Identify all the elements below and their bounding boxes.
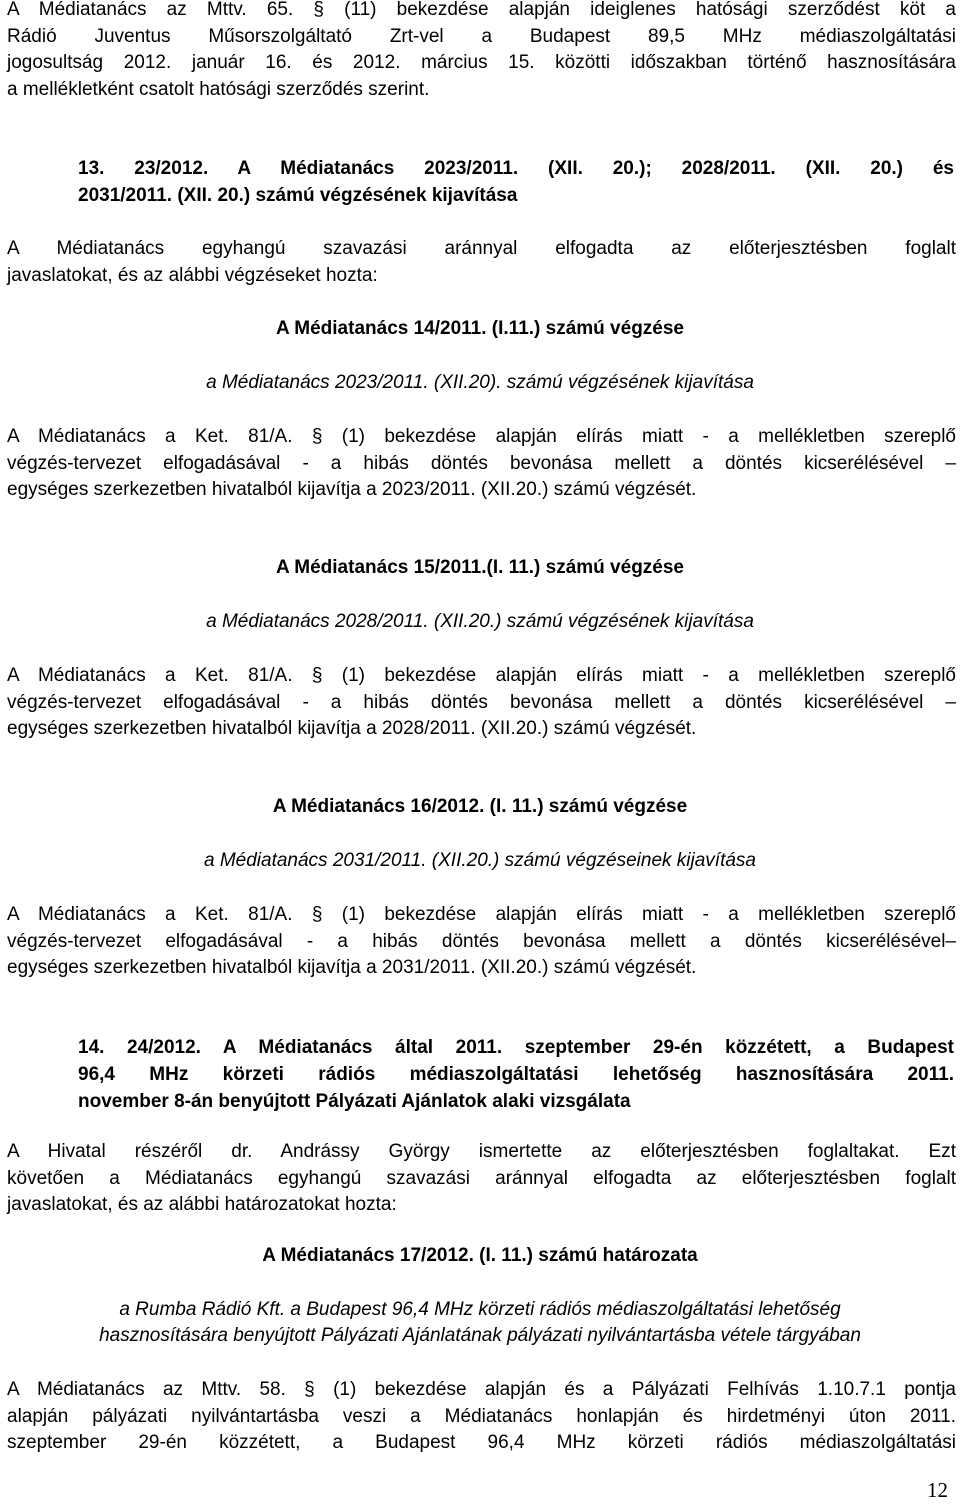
text-line: javaslatokat, és az alábbi végzéseket hozta: [7,264,378,286]
text-line: a mellékletként csatolt hatósági szerződés szerint. [7,78,430,100]
text-line: A Hivatal részéről dr. Andrássy György ismertette az előterjesztésben foglaltakat. Ezt [7,1141,956,1162]
subtitle-line: hasznosítására benyújtott Pályázati Ajánlatának pályázati nyilvántartásba vétele tárgyában [99,1325,861,1346]
decision-title: A Médiatanács 16/2012. (I. 11.) számú végzése [272,796,688,817]
resolution-body [7,1377,956,1457]
text-line: végzés-tervezet elfogadásával - a hibás döntés bevonása mellett a döntés kicserélésével – [7,691,956,713]
text-line: A Médiatanács egyhangú szavazási aránnyal elfogadta az előterjesztésben foglalt [7,238,956,259]
decision-subtitle: a Médiatanács 2023/2011. (XII.20). számú végzésének kijavítása [206,372,754,393]
resolution-title: A Médiatanács 17/2012. (I. 11.) számú határozata [262,1245,698,1266]
text-line: egységes szerkezetben hivatalból kijavítja a 2028/2011. (XII.20.) számú végzését. [7,718,697,739]
text-line: végzés-tervezet elfogadásával - a hibás döntés bevonása mellett a döntés kicserélésével – [7,452,956,474]
decision-subtitle: a Médiatanács 2028/2011. (XII.20.) számú végzésének kijavítása [206,611,754,632]
section-14-heading [78,1034,954,1115]
section-13-heading [78,155,954,209]
text-line: A Médiatanács a Ket. 81/A. § (1) bekezdése alapján elírás miatt - a mellékletben szereplő [7,426,956,447]
text-line: követően a Médiatanács egyhangú szavazási aránnyal elfogadta az előterjesztésben foglalt [7,1167,956,1189]
subtitle-line: a Rumba Rádió Kft. a Budapest 96,4 MHz körzeti rádiós médiaszolgáltatási lehetőség [119,1299,841,1320]
heading-line: 13. 23/2012. A Médiatanács 2023/2011. (XII. 20.); 2028/2011. (XII. 20.) és [78,158,954,179]
text-line: egységes szerkezetben hivatalból kijavítja a 2023/2011. (XII.20.) számú végzését. [7,479,697,500]
text-line: A Médiatanács a Ket. 81/A. § (1) bekezdése alapján elírás miatt - a mellékletben szereplő [7,904,956,925]
intro-paragraph [7,0,956,103]
decision-subtitle: a Médiatanács 2031/2011. (XII.20.) számú végzéseinek kijavítása [203,850,756,871]
heading-line: 2031/2011. (XII. 20.) számú végzésének kijavítása [78,185,518,206]
text-line: javaslatokat, és az alábbi határozatokat hozta: [7,1194,397,1215]
resolution-subtitle [0,1297,960,1349]
text-line: szeptember 29-én közzétett, a Budapest 96,4 MHz körzeti rádiós médiaszolgáltatási [7,1432,956,1453]
text-line: végzés-tervezet elfogadásával - a hibás döntés bevonása mellett a döntés kicserélésével– [7,930,956,952]
text-line: egységes szerkezetben hivatalból kijavítja a 2031/2011. (XII.20.) számú végzését. [7,957,697,978]
decision-body [7,663,956,743]
decision-title: A Médiatanács 14/2011. (I.11.) számú végzése [275,318,685,339]
section-13-body [7,236,956,289]
heading-line: november 8-án benyújtott Pályázati Ajánlatok alaki vizsgálata [78,1091,631,1112]
decision-body [7,902,956,982]
decision-body [7,424,956,504]
text-line: A Médiatanács az Mttv. 58. § (1) bekezdése alapján és a Pályázati Felhívás 1.10.7.1 pontja [7,1379,956,1400]
heading-line: 96,4 MHz körzeti rádiós médiaszolgáltatási lehetőség hasznosítására 2011. [78,1064,954,1085]
decision-title: A Médiatanács 15/2011.(I. 11.) számú végzése [275,557,685,578]
heading-line: 14. 24/2012. A Médiatanács által 2011. szeptember 29-én közzétett, a Budapest [78,1037,954,1058]
section-14-body [7,1139,956,1219]
text-line: Rádió Juventus Műsorszolgáltató Zrt-vel a Budapest 89,5 MHz médiaszolgáltatási [7,25,956,47]
page-number: 12 [927,1478,948,1502]
text-line: A Médiatanács a Ket. 81/A. § (1) bekezdése alapján elírás miatt - a mellékletben szereplő [7,665,956,686]
text-line: alapján pályázati nyilvántartásba veszi a Médiatanács honlapján és hirdetményi úton 2011. [7,1405,956,1427]
text-line: jogosultság 2012. január 16. és 2012. március 15. közötti időszakban történő hasznosítására [7,52,956,73]
text-line: A Médiatanács az Mttv. 65. § (11) bekezdése alapján ideiglenes hatósági szerződést köt a [7,0,956,20]
